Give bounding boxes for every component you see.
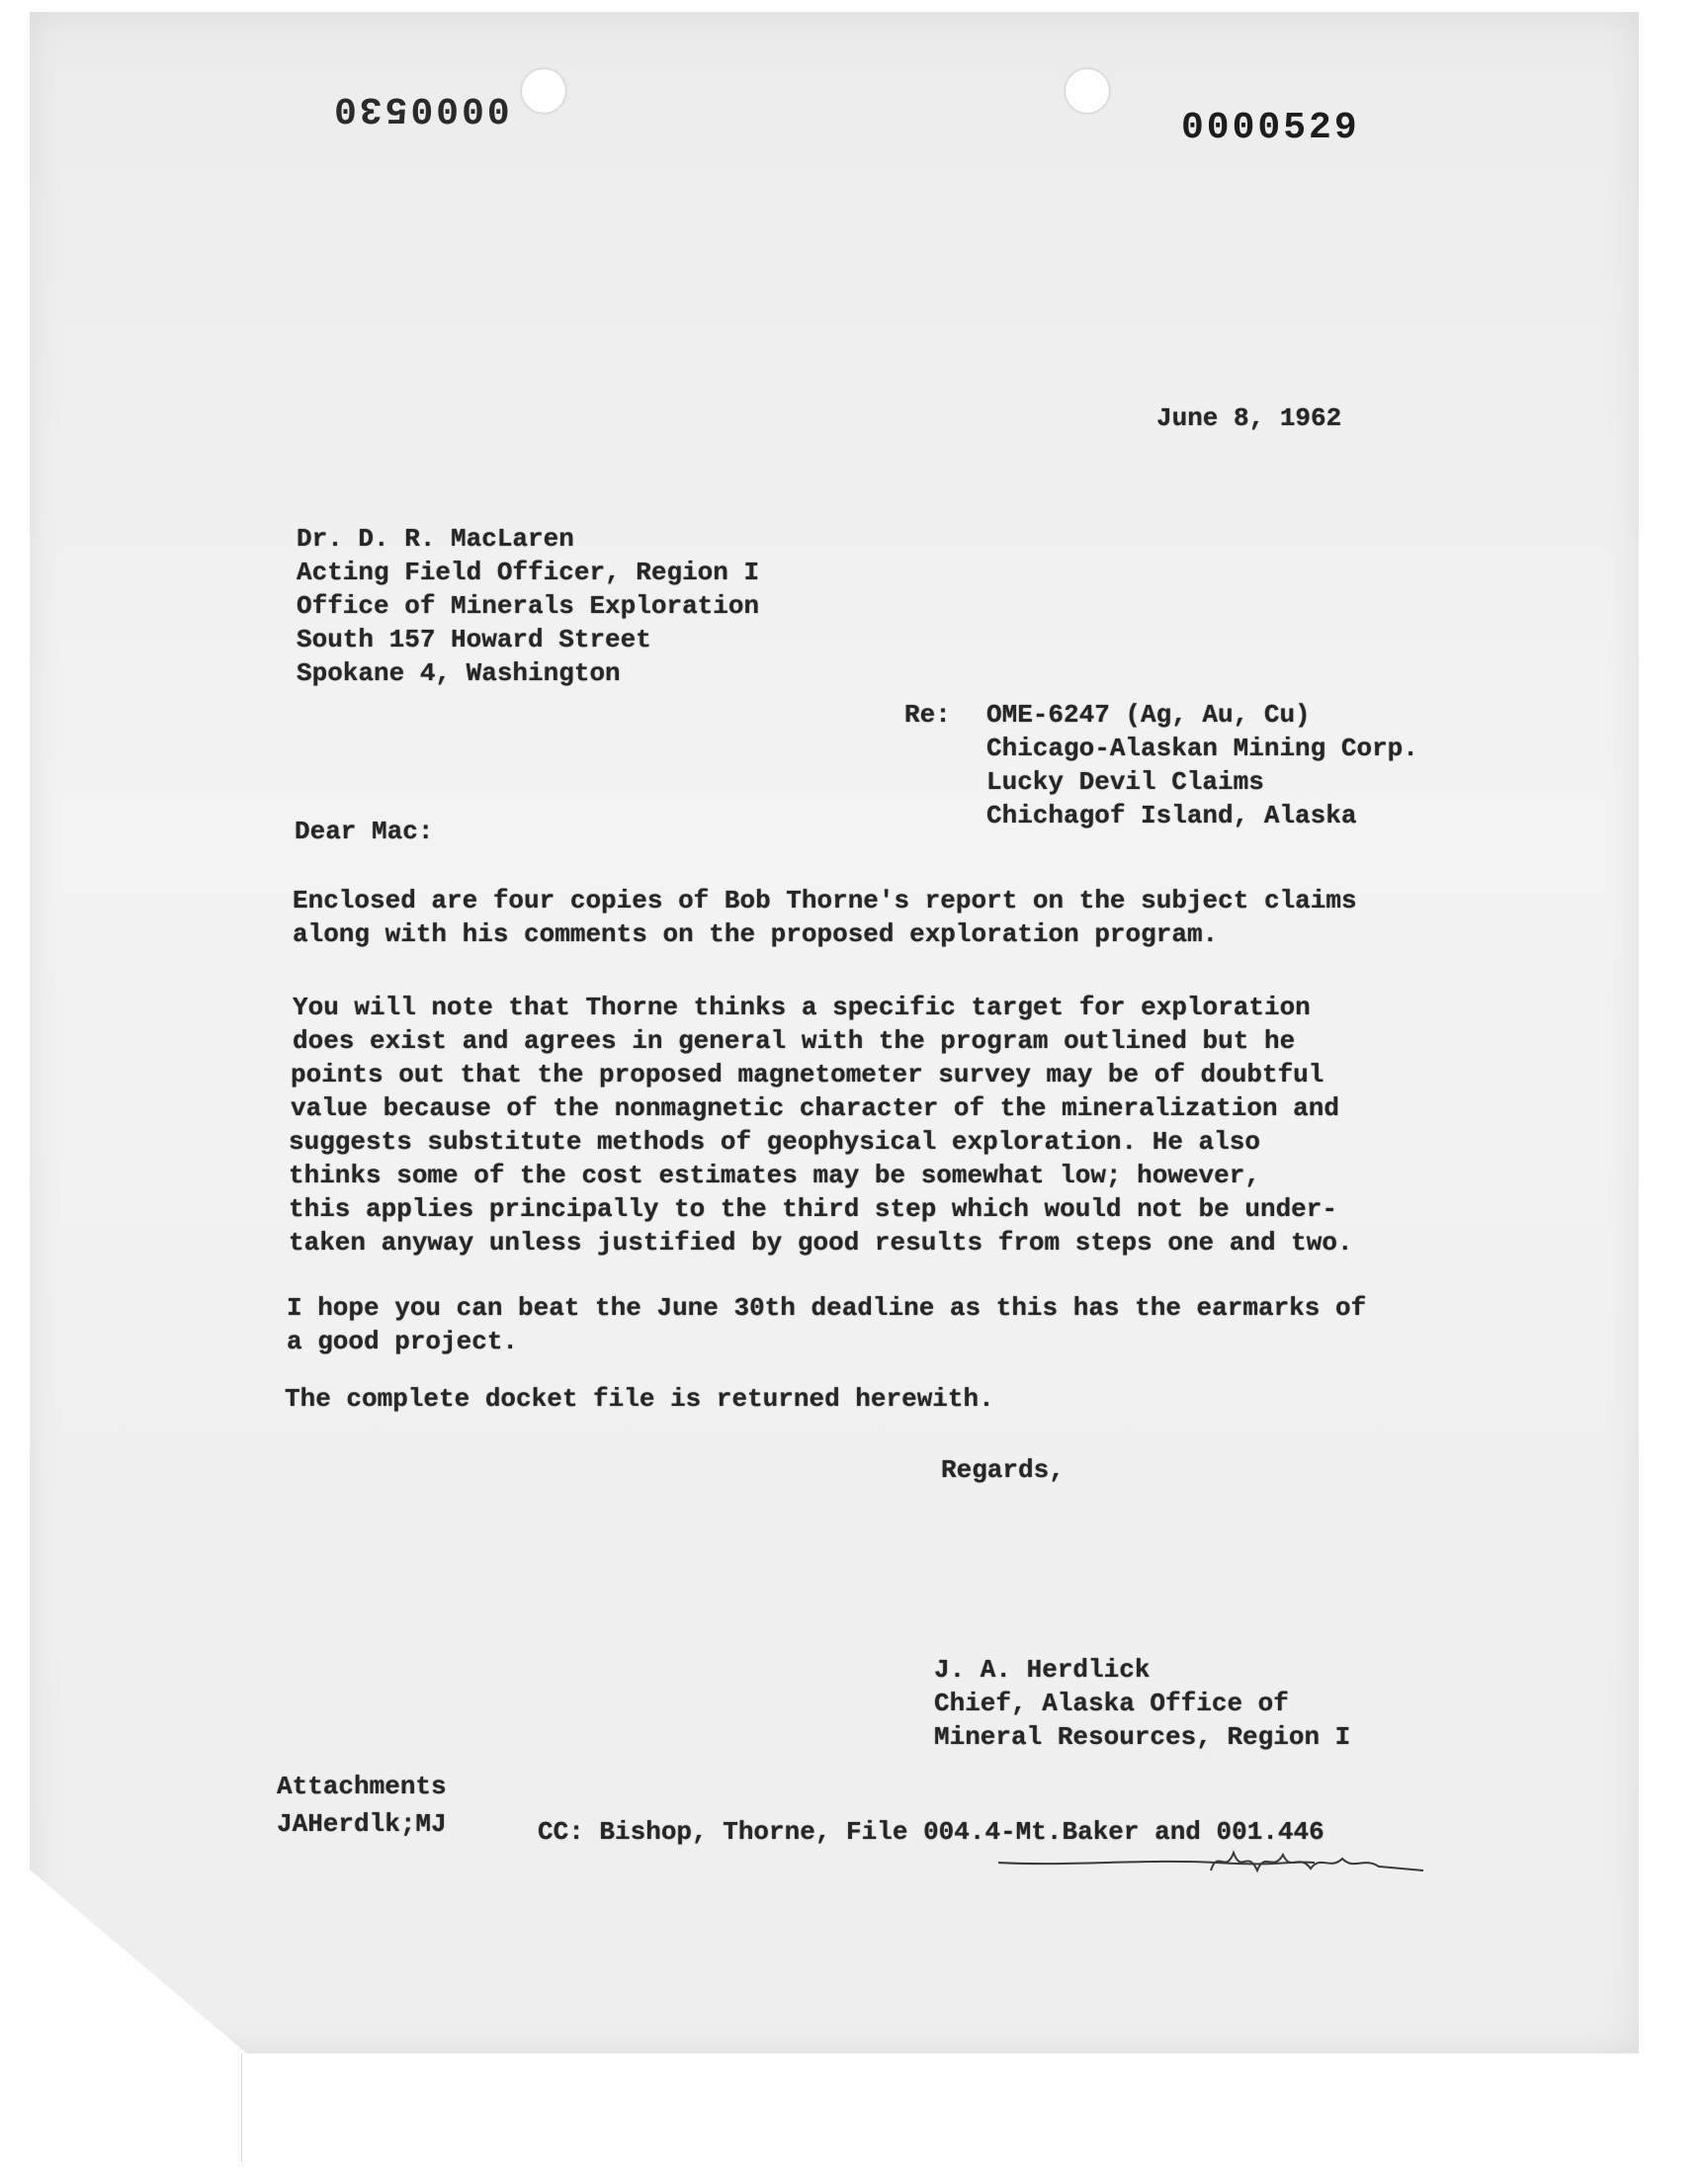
recipient-line: Office of Minerals Exploration bbox=[297, 591, 760, 621]
recipient-line: South 157 Howard Street bbox=[297, 625, 651, 654]
paragraph-2-line: thinks some of the cost estimates may be somewhat low; however, bbox=[289, 1161, 1260, 1190]
paragraph-2-line: value because of the nonmagnetic character of the mineralization and bbox=[291, 1093, 1339, 1123]
re-line: Chicago-Alaskan Mining Corp. bbox=[986, 734, 1418, 763]
signature-line: Mineral Resources, Region I bbox=[934, 1722, 1351, 1752]
cc-line: CC: Bishop, Thorne, File 004.4-Mt.Baker and 001.446 bbox=[538, 1817, 1324, 1847]
paragraph-2-line: taken anyway unless justified by good results from steps one and two. bbox=[289, 1228, 1353, 1258]
attachments-label: Attachments bbox=[277, 1772, 447, 1801]
salutation: Dear Mac: bbox=[295, 817, 434, 846]
paragraph-1-line: Enclosed are four copies of Bob Thorne's report on the subject claims bbox=[293, 886, 1357, 915]
re-line: Chichagof Island, Alaska bbox=[986, 801, 1357, 830]
paragraph-2-line: does exist and agrees in general with the program outlined but he bbox=[293, 1026, 1296, 1056]
paragraph-2-line: this applies principally to the third step which would not be under- bbox=[289, 1194, 1337, 1224]
doc-number: 0000529 bbox=[1181, 107, 1360, 149]
re-label: Re: bbox=[904, 700, 951, 730]
page-edge-line bbox=[241, 2053, 242, 2162]
letter-date: June 8, 1962 bbox=[1156, 403, 1342, 433]
signature-line: J. A. Herdlick bbox=[934, 1655, 1151, 1685]
doc-number-upside-down: 0000530 bbox=[331, 87, 510, 130]
paragraph-3-line: I hope you can beat the June 30th deadline as this has the earmarks of bbox=[287, 1293, 1367, 1323]
re-line: OME-6247 (Ag, Au, Cu) bbox=[986, 700, 1311, 730]
typist-initials: JAHerdlk;MJ bbox=[277, 1809, 447, 1839]
punch-hole-right bbox=[1066, 69, 1109, 113]
recipient-line: Dr. D. R. MacLaren bbox=[297, 524, 574, 554]
paragraph-2-line: points out that the proposed magnetometer survey may be of doubtful bbox=[291, 1060, 1324, 1089]
paragraph-3-line: a good project. bbox=[287, 1327, 519, 1356]
handwritten-mark bbox=[988, 1841, 1443, 1880]
re-line: Lucky Devil Claims bbox=[986, 767, 1264, 797]
punch-hole-left bbox=[522, 69, 565, 113]
recipient-line: Acting Field Officer, Region I bbox=[297, 558, 760, 587]
paragraph-2-line: You will note that Thorne thinks a specific target for exploration bbox=[293, 993, 1311, 1022]
recipient-line: Spokane 4, Washington bbox=[297, 658, 621, 688]
paragraph-1-line: along with his comments on the proposed exploration program. bbox=[293, 919, 1219, 949]
paragraph-4: The complete docket file is returned herewith. bbox=[285, 1384, 994, 1414]
signature-line: Chief, Alaska Office of bbox=[934, 1689, 1289, 1718]
closing: Regards, bbox=[941, 1455, 1065, 1485]
paragraph-2-line: suggests substitute methods of geophysical exploration. He also bbox=[289, 1127, 1260, 1157]
